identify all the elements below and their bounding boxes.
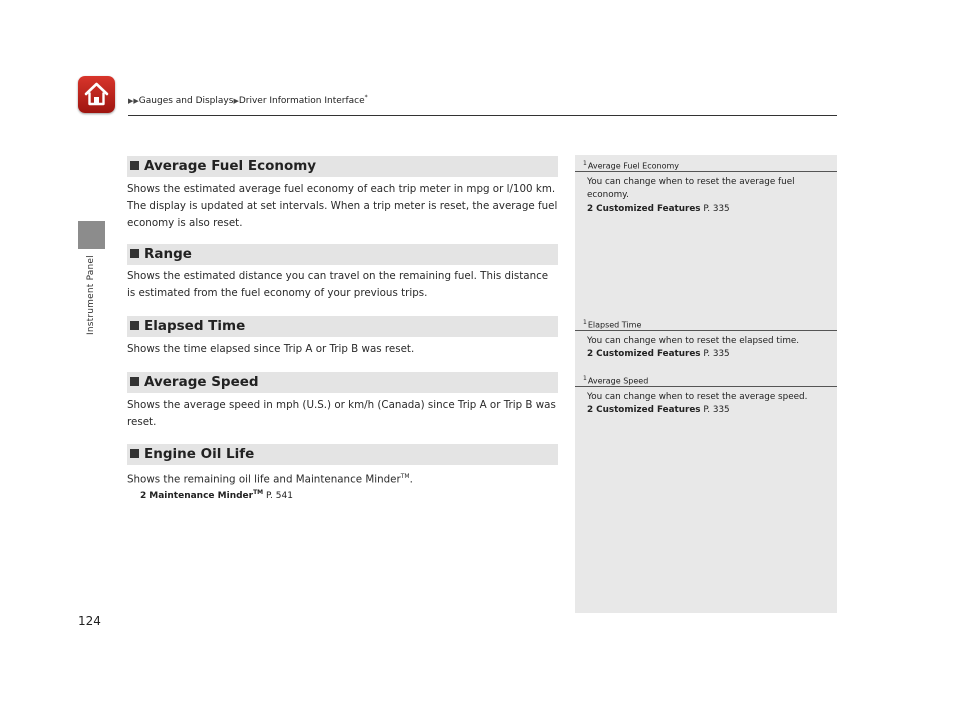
breadcrumb	[128, 94, 368, 106]
page-ref-icon: 2	[140, 491, 147, 501]
chapter-label: Instrument Panel	[86, 255, 96, 335]
note-body: You can change when to reset the average speed.	[587, 392, 808, 402]
note-average-fuel-economy	[575, 158, 837, 216]
note-title: $^1$Average Speed	[583, 375, 649, 386]
page-ref-icon: 2	[587, 405, 594, 415]
home-button[interactable]	[78, 76, 115, 113]
section-heading-range: Range	[127, 244, 558, 265]
section-heading-average-speed: Average Speed	[127, 372, 558, 393]
section-body-elapsed-time: Shows the time elapsed since Trip A or Trip B was reset.	[127, 343, 415, 355]
section-body-average-fuel-economy: Shows the estimated average fuel economy of each trip meter in mpg or l/100 km. The display is updated at set intervals. When a trip meter is reset, the average fuel economy is also reset.	[127, 183, 558, 229]
square-bullet-icon	[130, 161, 139, 170]
breadcrumb-link-gauges[interactable]: Gauges and Displays	[138, 96, 234, 106]
note-title: $^1$Average Fuel Economy	[583, 160, 679, 171]
note-average-speed	[575, 373, 837, 417]
page-ref-icon: 2	[587, 204, 594, 214]
xref-customized-features[interactable]: 2 Customized Features P. 335	[587, 349, 730, 359]
header-rule	[128, 115, 837, 116]
note-title: $^1$Elapsed Time	[583, 319, 642, 330]
section-body-engine-oil-life: Shows the remaining oil life and Maintenance Minder™.	[127, 473, 413, 486]
section-heading-elapsed-time: Elapsed Time	[127, 316, 558, 337]
home-icon	[82, 80, 111, 109]
square-bullet-icon	[130, 377, 139, 386]
square-bullet-icon	[130, 321, 139, 330]
section-heading-engine-oil-life: Engine Oil Life	[127, 444, 558, 465]
notes-column	[575, 155, 837, 613]
section-heading-average-fuel-economy: Average Fuel Economy	[127, 156, 558, 177]
square-bullet-icon	[130, 449, 139, 458]
page-ref-icon: 2	[587, 349, 594, 359]
square-bullet-icon	[130, 249, 139, 258]
section-body-range: Shows the estimated distance you can travel on the remaining fuel. This distance is estimated from the fuel economy of your previous trips.	[127, 270, 549, 299]
page-number: 124	[78, 614, 101, 628]
breadcrumb-arrow-icon: ▶	[233, 97, 239, 105]
breadcrumb-arrow-icon: ▶▶	[128, 97, 139, 105]
xref-customized-features[interactable]: 2 Customized Features P. 335	[587, 405, 730, 415]
xref-maintenance-minder[interactable]: 2 Maintenance Minder™ P. 541	[140, 489, 293, 501]
note-elapsed-time	[575, 317, 837, 361]
note-body: You can change when to reset the elapsed time.	[587, 336, 800, 346]
xref-customized-features[interactable]: 2 Customized Features P. 335	[587, 204, 730, 214]
note-body: You can change when to reset the average fuel economy.	[587, 177, 795, 200]
section-body-average-speed: Shows the average speed in mph (U.S.) or km/h (Canada) since Trip A or Trip B was reset.	[127, 399, 556, 428]
breadcrumb-footnote-mark: *	[364, 94, 368, 101]
breadcrumb-current: Driver Information Interface	[238, 96, 365, 106]
